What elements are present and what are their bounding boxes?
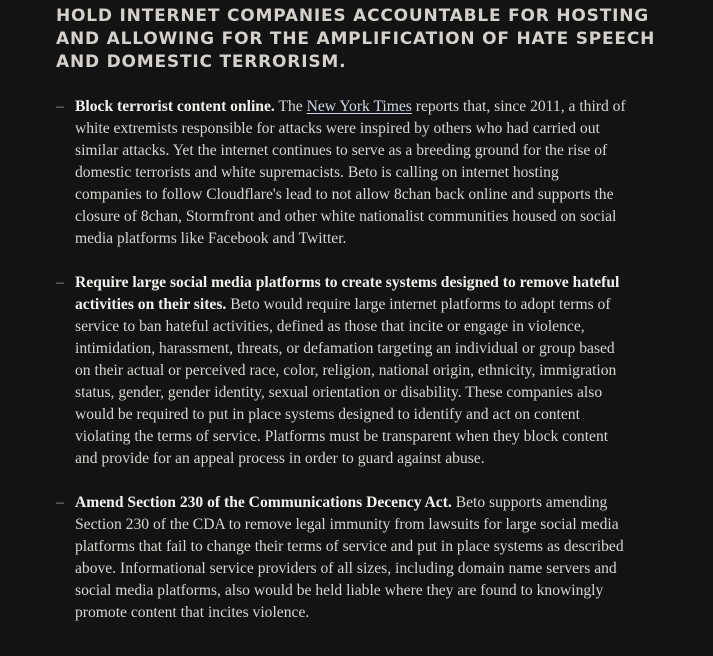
item-lead: Require large social media platforms to create systems designed to remove hateful activities on their sites. (75, 274, 620, 313)
policy-item-require-platform-systems (56, 272, 626, 470)
policy-list (56, 96, 626, 646)
item-lead: Amend Section 230 of the Communications Decency Act. (75, 494, 452, 511)
policy-item-amend-section-230 (56, 492, 626, 624)
item-body: Beto would require large internet platforms to adopt terms of service to ban hateful activities, defined as those that incite or engage in violence, intimidation, harassment, threats, or defamation targeting an individual or group based on their actual or perceived race, color, religion, national origin, ethnicity, immigration status, gender, gender identity, sexual orientation or disability. These companies also would be required to put in place systems designed to identify and act on content violating the terms of service. Platforms must be transparent when they block content and provide for an appeal process in order to guard against abuse. (75, 296, 617, 467)
item-text-pre-link: The (274, 98, 307, 115)
item-body: Beto supports amending Section 230 of the CDA to remove legal immunity from lawsuits for large social media platforms that fail to change their terms of service and put in place systems as described above. Informational service providers of all sizes, including domain name servers and social media platforms, also would be held liable where they are found to knowingly promote content that incites violence. (75, 494, 624, 621)
new-york-times-link[interactable]: New York Times (306, 98, 412, 115)
item-body: reports that, since 2011, a third of white extremists responsible for attacks were inspired by others who had carried out similar attacks. Yet the internet continues to serve as a breeding ground for the rise of domestic terrorists and white supremacists. Beto is calling on internet hosting companies to follow Cloudflare's lead to not allow 8chan back online and supports the closure of 8chan, Stormfront and other white nationalist communities housed on social media platforms like Facebook and Twitter. (75, 98, 626, 247)
section-heading: HOLD INTERNET COMPANIES ACCOUNTABLE FOR HOSTING AND ALLOWING FOR THE AMPLIFICATION OF HATE SPEECH AND DOMESTIC TERRORISM. (56, 6, 656, 72)
item-lead: Block terrorist content online. (75, 98, 275, 115)
dash-bullet: – (56, 98, 64, 115)
dash-bullet: – (56, 274, 64, 291)
dash-bullet: – (56, 494, 64, 511)
policy-item-block-terrorist-content (56, 96, 626, 250)
